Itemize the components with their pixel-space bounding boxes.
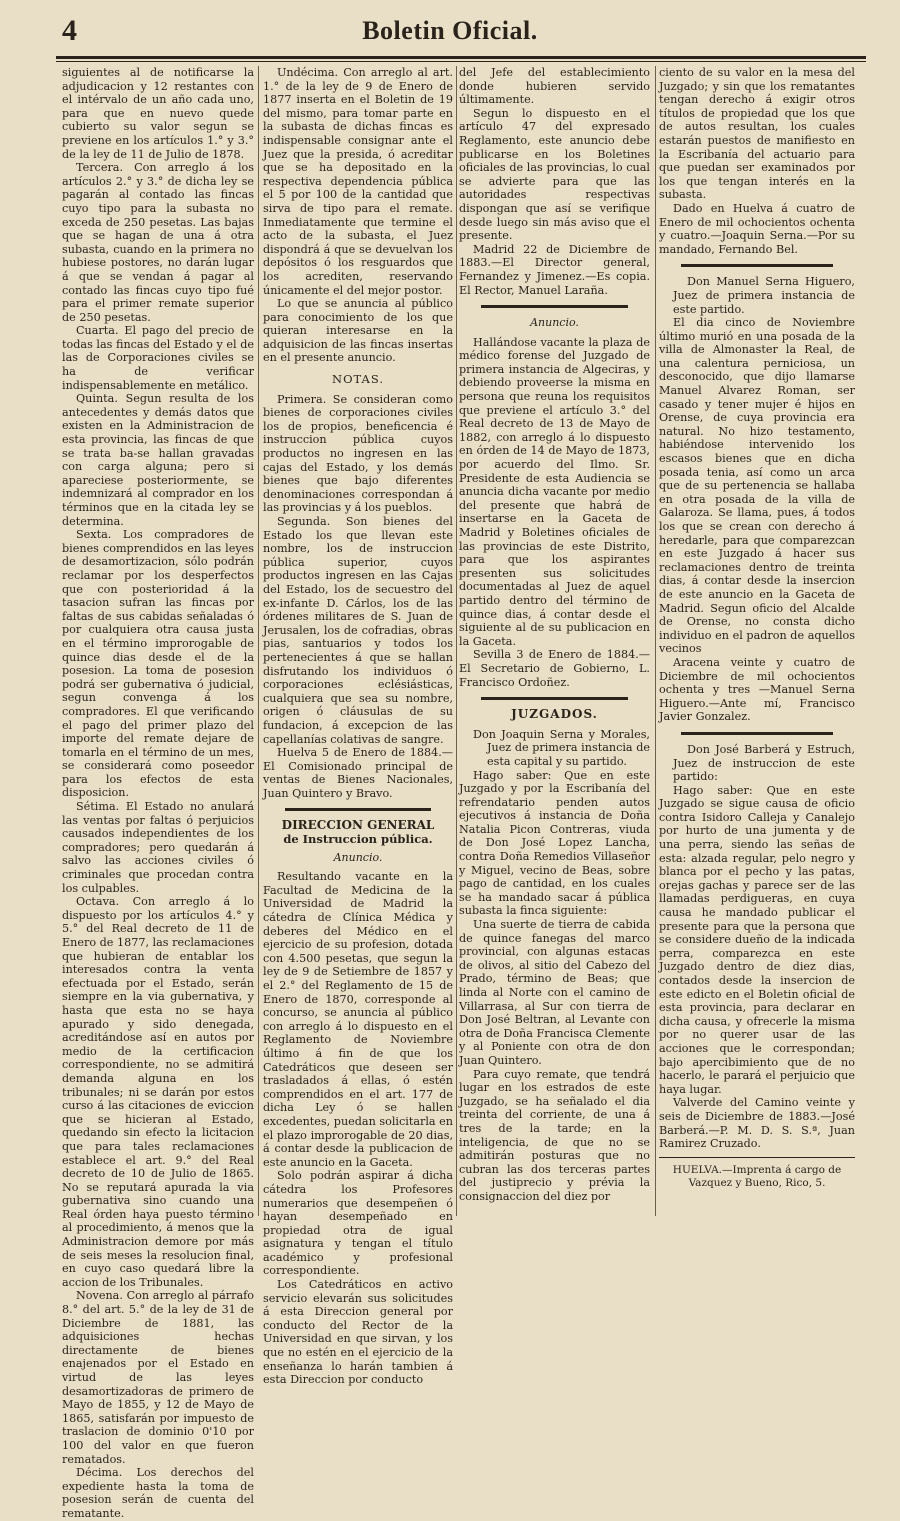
paragraph: Tercera. Con arreglo á los artículos 2.° y 3.° de dicha ley se pagarán al contado las fincas cuyo tipo para la subasta no exceda de 250 pesetas. Las bajas que se hagan de una á otra subasta, cuando en la primera no hubiese postores, no darán lugar á que se vendan á pagar al contado las fincas cuyo tipo fué para el primer remate superior de 250 pesetas. — [62, 161, 254, 324]
masthead-title: Boletin Oficial. — [362, 16, 538, 45]
column-2 — [263, 66, 453, 1387]
column-1 — [62, 66, 255, 1520]
paragraph: Hago saber: Que en este Juzgado y por la Escribanía del refrendatario penden autos ejecutivos á instancia de Doña Natalia Picon Contreras, viuda de Don José Lopez Lancha, contra Doña Remedios Villaseñor y Miguel, vecino de Beas, sobre pago de cantidad, en los cuales se ha mandado sacar á pública subasta la finca siguiente: — [459, 768, 650, 918]
paragraph: Aracena veinte y cuatro de Diciembre de mil ochocientos ochenta y tres —Manuel Serna Higuero.—Ante mí, Francisco Javier Gonzalez. — [659, 655, 855, 724]
paragraph: Dado en Huelva á cuatro de Enero de mil ochocientos ochenta y cuatro.—Joaquin Serna.—Por su mandado, Fernando Bel. — [659, 201, 855, 256]
paragraph: siguientes al de notificarse la adjudicacion y 12 restantes con el intérvalo de un año cada uno, para que en nuevo quede cubierto su valor segun se previene en los artículos 1.° y 3.° de la ley de 11 de Julio de 1878. — [62, 66, 254, 161]
section-divider — [481, 305, 628, 308]
column-divider — [655, 66, 656, 1216]
paragraph: Madrid 22 de Diciembre de 1883.—El Director general, Fernandez y Jimenez.—Es copia. El Rector, Manuel Laraña. — [459, 242, 650, 297]
paragraph: Resultando vacante en la Facultad de Medicina de la Universidad de Madrid la cátedra de Clínica Médica y deberes del Médico en el ejercicio de su profesion, dotada con 4.500 pesetas, que segun la ley de 9 de Setiembre de 1857 y el 2.° del Reglamento de 15 de Enero de 1870, corresponde al concurso, se anuncia al público con arreglo á lo dispuesto en el Reglamento de Noviembre último á fin de que los Catedráticos que deseen ser trasladados á ellas, ó estén comprendidos en el art. 177 de dicha Ley ó se hallen excedentes, puedan solicitarla en el plazo improrogable de 20 dias, á contar desde la publicacion de este anuncio en la Gaceta. — [263, 870, 453, 1169]
header-rule — [56, 56, 866, 59]
paragraph: Una suerte de tierra de cabida de quince fanegas del marco provincial, con algunas estacas de olivos, al sitio del Cabezo del Prado, término de Beas; que linda al Norte con el camino de Villarrasa, al Sur con tierra de Don José Beltran, al Levante con otra de Doña Francisca Clemente y al Poniente con otra de don Juan Quintero. — [459, 918, 650, 1067]
paragraph: Huelva 5 de Enero de 1884.—El Comisionado principal de ventas de Bienes Nacionales, Juan Quintero y Bravo. — [263, 746, 453, 800]
section-divider — [285, 808, 431, 811]
paragraph: Don Joaquin Serna y Morales, Juez de primera instancia de esta capital y su partido. — [473, 727, 650, 768]
section-divider — [681, 264, 833, 267]
column-4 — [659, 66, 855, 1266]
paragraph: ciento de su valor en la mesa del Juzgado; y sin que los rematantes tengan derecho á exigir otros títulos de propiedad que los que de autos resultan, los cuales estarán puestos de manifiesto en la Escribanía del actuario para que puedan ser examinados por los que tengan interés en la subasta. — [659, 66, 855, 202]
paragraph: Quinta. Segun resulta de los antecedentes y demás datos que existen en la Administracion de esta provincia, las fincas de que se trata ba-se hallan gravadas con carga alguna; pero si apareciese posteriormente, se indemnizará al comprador en los términos que en la citada ley se determina. — [62, 392, 254, 528]
paragraph: Los Catedráticos en activo servicio elevarán sus solicitudes á esta Direccion general por conducto del Rector de la Universidad en que sirvan, y los que no estén en el ejercicio de la enseñanza lo harán tambien á esta Direccion por conducto — [263, 1278, 453, 1387]
anuncio-title: Anuncio. — [333, 850, 383, 864]
notas-title: NOTAS. — [332, 372, 384, 387]
section-title: DIRECCION GENERAL — [281, 818, 435, 833]
paragraph: Hago saber: Que en este Juzgado se sigue causa de oficio contra Isidoro Calleja y Canalejo por hurto de una jumenta y de una perra, siendo las señas de esta: alzada regular, pelo negro y blanca por el pecho y las patas, orejas gachas y parece ser de las llamadas perdigueras, en cuya causa he mandado publicar el presente para que la persona que se considere dueño de la indicada perra, comparezca en este Juzgado dentro de diez dias, contados desde la insercion de este edicto en el Boletin oficial de esta provincia, para declarar en dicha causa, y ofrecerle la misma por no querer usar de las acciones que le correspondan; bajo apercibimiento que de no hacerlo, le parará el perjuicio que haya lugar. — [659, 783, 855, 1096]
paragraph: Novena. Con arreglo al párrafo 8.° del art. 5.° de la ley de 31 de Diciembre de 1881, las adquisiciones hechas directamente de bienes enajenados por el Estado en virtud de las leyes desamortizadoras de primero de Mayo de 1855, y 12 de Mayo de 1865, satisfarán por impuesto de traslacion de dominio 0'10 por 100 del valor en que fueron rematados. — [62, 1289, 254, 1466]
paragraph: Segun lo dispuesto en el artículo 47 del expresado Reglamento, este anuncio debe publicarse en los Boletines oficiales de las provincias, lo cual se advierte para que las autoridades respectivas dispongan que así se verifique desde luego sin más aviso que el presente. — [459, 106, 650, 243]
paragraph: Octava. Con arreglo á lo dispuesto por los artículos 4.° y 5.° del Real decreto de 11 de Enero de 1877, las reclamaciones que hubieran de entablar los interesados contra la venta efectuada por el Estado, serán siempre en la via gubernativa, y hasta que esta no se haya apurado y sido denegada, acreditándose así en autos por medio de la certificacion correspondiente, no se admitirá demanda alguna en los tribunales; ni se darán por estos curso á las citaciones de eviccion que se hicieran al Estado, quedando sin efecto la licitacion que para tales reclamaciones establece el art. 9.° del Real decreto de 10 de Julio de 1865. No se reputará apurada la via gubernativa sino cuando una Real órden haya puesto término al procedimiento, á menos que la Administracion demore por más de seis meses la resolucion final, en cuyo caso quedará libre la accion de los Tribunales. — [62, 895, 255, 1289]
paragraph: Undécima. Con arreglo al art. 1.° de la ley de 9 de Enero de 1877 inserta en el Boletin de 19 del mismo, para tomar parte en la subasta de dichas fincas es indispensable consignar ante el Juez que la presida, ó acreditar que se ha depositado en la respectiva dependencia pública el 5 por 100 de la cantidad que sirva de tipo para el remate. Inmediatamente que termine el acto de la subasta, el Juez dispondrá á que se devuelvan los depósitos ó los resguardos que los acrediten, reservando únicamente el del mejor postor. — [263, 66, 453, 297]
paragraph: Sexta. Los compradores de bienes comprendidos en las leyes de desamortizacion, sólo podrán reclamar por los desperfectos que con posterioridad á la tasacion sufran las fincas por faltas de sus cabidas señaladas ó por cualquiera otra causa justa en el término improrogable de quince dias desde el de la posesion. La toma de posesion podrá ser gubernativa ó judicial, segun convenga á los compradores. El que verificando el pago del primer plazo del importe del remate dejare de tomarla en el término de un mes, se considerará como poseedor para los efectos de esta disposicion. — [62, 528, 254, 800]
imprint-line: HUELVA.—Imprenta á cargo de — [672, 1163, 842, 1176]
paragraph: Sevilla 3 de Enero de 1884.—El Secretario de Gobierno, L. Francisco Ordoñez. — [459, 648, 650, 689]
juzgados-title: JUZGADOS. — [511, 707, 598, 722]
paragraph: Hallándose vacante la plaza de médico forense del Juzgado de primera instancia de Algeciras, y debiendo proveerse la misma en persona que reuna los requisitos que previene el artículo 3.° del Real decreto de 13 de Mayo de 1882, con arreglo á lo dispuesto en órden de 14 de Mayo de 1873, por acuerdo del Ilmo. Sr. Presidente de esta Audiencia se anuncia dicha vacante por medio del presente que habrá de insertarse en la Gaceta de Madrid y Boletines oficiales de las provincias de este Distrito, para que los aspirantes presenten sus solicitudes documentadas al Juez de aquel partido dentro del término de quince dias, á contar desde el siguiente al de su publicacion en la Gaceta. — [459, 335, 650, 648]
paragraph: Cuarta. El pago del precio de todas las fincas del Estado y el de las de Corporaciones civiles se ha de verificar indispensablemente en metálico. — [62, 324, 254, 392]
paragraph: Segunda. Son bienes del Estado los que llevan este nombre, los de instruccion pública superior, cuyos productos ingresen en las Cajas del Estado, los de secuestro del ex-infante D. Cárlos, los de las órdenes militares de S. Juan de Jerusalen, los de cofradias, obras pias, santuarios y todos los pertenecientes á que se hallan disfrutando los individuos ó corporaciones eclésiásticas, cualquiera que sea su nombre, origen ó cláusulas de su fundacion, á excepcion de las capellanías colativas de sangre. — [263, 515, 453, 746]
paragraph: Sétima. El Estado no anulará las ventas por faltas ó perjuicios causados independientes de los compradores; pero quedarán á salvo las acciones civiles ó criminales que procedan contra los culpables. — [62, 800, 254, 895]
paragraph: Primera. Se consideran como bienes de corporaciones civiles los de propios, beneficencia é instruccion pública cuyos productos no ingresen en las cajas del Estado, y los demás bienes que bajo diferentes denominaciones correspondan á las provincias y á los pueblos. — [263, 392, 453, 515]
paragraph: Don Manuel Serna Higuero, Juez de primera instancia de este partido. — [673, 275, 855, 316]
header-rule-thin — [56, 61, 866, 62]
column-divider — [258, 66, 259, 1216]
paragraph: Don José Barberá y Estruch, Juez de instruccion de este partido: — [673, 742, 855, 784]
section-divider — [481, 697, 628, 700]
imprint-rule — [659, 1157, 855, 1158]
page-number: 4 — [62, 14, 77, 47]
paragraph: Solo podrán aspirar á dicha cátedra los Profesores numerarios que desempeñen ó hayan desempeñado en propiedad otra de igual asignatura y tengan el título académico y profesional correspondiente. — [263, 1169, 453, 1278]
paragraph: Para cuyo remate, que tendrá lugar en los estrados de este Juzgado, se ha señalado el dia treinta del corriente, de una á tres de la tarde; en la inteligencia, de que no se admitirán posturas que no cubran las dos terceras partes del justiprecio y prévia la consignaccion del diez por — [459, 1067, 650, 1203]
column-3 — [459, 66, 650, 1266]
imprint-line: Vazquez y Bueno, Rico, 5. — [688, 1177, 826, 1190]
paragraph: Lo que se anuncia al público para conocimiento de los que quieran interesarse en la adquisicion de las fincas insertas en el presente anuncio. — [263, 297, 453, 365]
paragraph: El dia cinco de Noviembre último murió en una posada de la villa de Almonaster la Real, de una calentura perniciosa, un desconocido, que dijo llamarse Manuel Alvarez Roman, ser casado y tener mujer é hijos en Orense, de cuya provincia era natural. No hizo testamento, habiéndose intervenido los escasos bienes que en dicha posada tenia, así como un arca que de su pertenencia se hallaba en otra posada de la villa de Galaroza. Se llama, pues, á todos los que se crean con derecho á heredarle, para que comparezcan en este Juzgado á hacer sus reclamaciones dentro de treinta dias, á contar desde la insercion de este anuncio en la Gaceta de Madrid. Segun oficio del Alcalde de Orense, no consta dicho individuo en el padron de aquellos vecinos — [659, 316, 855, 656]
section-divider — [681, 732, 833, 735]
paragraph: Valverde del Camino veinte y seis de Diciembre de 1883.—José Barberá.—P. M. D. S. S.ª, Juan Ramirez Cruzado. — [659, 1096, 855, 1151]
section-subtitle: de Instruccion pública. — [283, 832, 433, 847]
paragraph: del Jefe del establecimiento donde hubieren servido últimamente. — [459, 66, 650, 107]
paragraph: Décima. Los derechos del expediente hasta la toma de posesion serán de cuenta del rematante. — [62, 1466, 254, 1520]
column-divider — [456, 66, 457, 1216]
anuncio-title: Anuncio. — [530, 316, 579, 330]
